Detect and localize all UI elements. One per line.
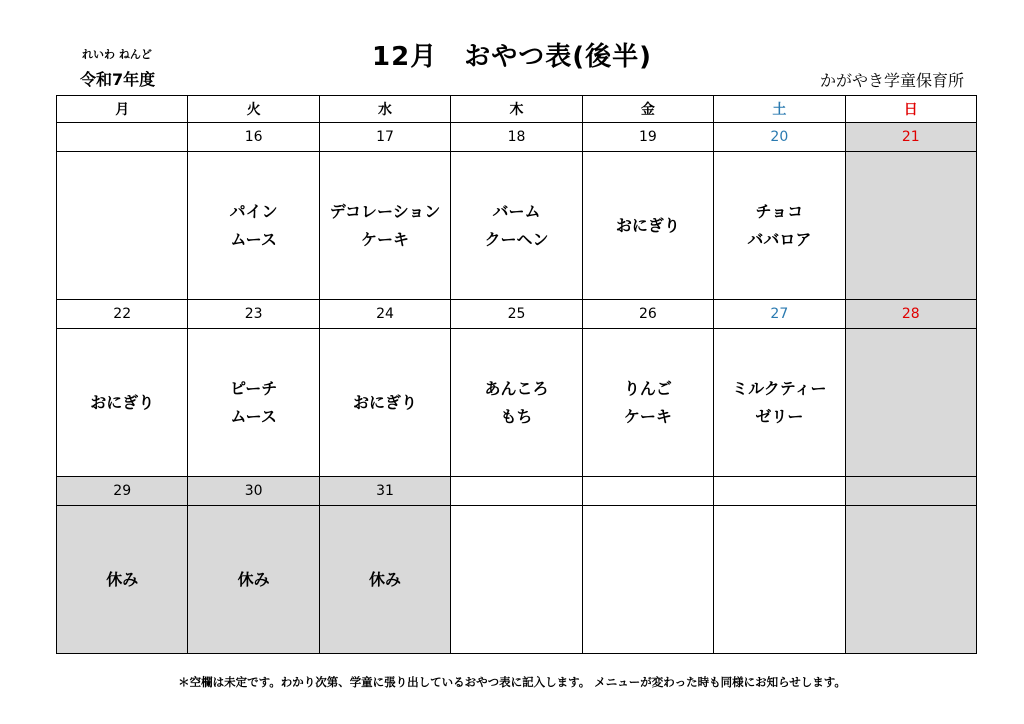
snack-name: 休み bbox=[369, 569, 402, 589]
date-cell bbox=[57, 123, 188, 152]
snack-cell bbox=[451, 506, 582, 654]
weekday-sat: 土 bbox=[714, 96, 845, 123]
snack-cell bbox=[188, 329, 319, 477]
snack-name: ケーキ bbox=[623, 406, 672, 426]
snack-cell bbox=[714, 506, 845, 654]
date-row bbox=[57, 123, 977, 152]
weekday-thu: 木 bbox=[451, 96, 582, 123]
era-year: 令和7年度 bbox=[80, 70, 156, 89]
snack-cell bbox=[714, 329, 845, 477]
snack-cell bbox=[57, 329, 188, 477]
snack-cell bbox=[845, 329, 976, 477]
snack-name: ムース bbox=[230, 229, 277, 249]
snack-name: クーヘン bbox=[484, 229, 549, 249]
date-cell: 30 bbox=[188, 477, 319, 506]
date-row bbox=[57, 300, 977, 329]
snack-name: おにぎり bbox=[353, 392, 418, 412]
snack-name: バーム bbox=[492, 202, 541, 222]
snack-cell bbox=[57, 506, 188, 654]
snack-name: ケーキ bbox=[361, 229, 410, 249]
snack-cell bbox=[319, 152, 450, 300]
date-cell: 24 bbox=[319, 300, 450, 329]
date-cell: 19 bbox=[582, 123, 713, 152]
snack-name: 休み bbox=[106, 569, 139, 589]
snack-cell bbox=[582, 152, 713, 300]
date-cell bbox=[845, 477, 976, 506]
date-cell: 25 bbox=[451, 300, 582, 329]
snack-cell bbox=[57, 152, 188, 300]
date-cell: 20 bbox=[714, 123, 845, 152]
snack-name: ムース bbox=[230, 406, 277, 426]
snack-cell bbox=[845, 152, 976, 300]
date-cell: 26 bbox=[582, 300, 713, 329]
snack-cell bbox=[582, 329, 713, 477]
date-row bbox=[57, 477, 977, 506]
date-cell: 29 bbox=[57, 477, 188, 506]
snack-calendar bbox=[56, 95, 977, 654]
weekday-header-row bbox=[57, 96, 977, 123]
snack-name: ゼリー bbox=[755, 406, 804, 426]
facility-name: かがやき学童保育所 bbox=[819, 71, 964, 90]
era-reading: れいわ ねんど bbox=[82, 48, 152, 61]
snack-name: ピーチ bbox=[229, 379, 278, 399]
snack-name: パイン bbox=[229, 202, 278, 222]
snack-cell bbox=[319, 506, 450, 654]
date-cell bbox=[451, 477, 582, 506]
date-cell: 21 bbox=[845, 123, 976, 152]
snack-cell bbox=[319, 329, 450, 477]
weekday-sun: 日 bbox=[845, 96, 976, 123]
date-cell bbox=[714, 477, 845, 506]
weekday-tue: 火 bbox=[188, 96, 319, 123]
snack-name: おにぎり bbox=[90, 392, 155, 412]
date-cell: 17 bbox=[319, 123, 450, 152]
snack-name: ミルクティー bbox=[732, 379, 827, 399]
snack-name: チョコ bbox=[755, 202, 804, 222]
snack-cell bbox=[451, 152, 582, 300]
page-title: 12月 おやつ表(後半) bbox=[372, 42, 652, 72]
snack-cell bbox=[582, 506, 713, 654]
date-cell: 16 bbox=[188, 123, 319, 152]
snack-row bbox=[57, 152, 977, 300]
snack-name: デコレーション bbox=[329, 202, 441, 222]
snack-cell bbox=[845, 506, 976, 654]
weekday-mon: 月 bbox=[57, 96, 188, 123]
snack-cell bbox=[714, 152, 845, 300]
date-cell: 18 bbox=[451, 123, 582, 152]
date-cell: 27 bbox=[714, 300, 845, 329]
date-cell: 28 bbox=[845, 300, 976, 329]
snack-cell bbox=[188, 506, 319, 654]
snack-row bbox=[57, 506, 977, 654]
snack-name: りんご bbox=[623, 379, 672, 399]
footnote: ＊空欄は未定です。わかり次第、学童に張り出しているおやつ表に記入します。 メニューが変わった時も同様にお知らせします。 bbox=[178, 675, 846, 689]
date-cell: 22 bbox=[57, 300, 188, 329]
snack-row bbox=[57, 329, 977, 477]
date-cell: 23 bbox=[188, 300, 319, 329]
weekday-wed: 水 bbox=[319, 96, 450, 123]
date-cell bbox=[582, 477, 713, 506]
snack-name: 休み bbox=[237, 569, 270, 589]
snack-name: おにぎり bbox=[615, 215, 680, 235]
snack-name: ババロア bbox=[747, 229, 812, 249]
weekday-fri: 金 bbox=[582, 96, 713, 123]
snack-cell bbox=[451, 329, 582, 477]
snack-cell bbox=[188, 152, 319, 300]
snack-name: もち bbox=[500, 406, 533, 426]
snack-name: あんころ bbox=[484, 379, 549, 399]
date-cell: 31 bbox=[319, 477, 450, 506]
